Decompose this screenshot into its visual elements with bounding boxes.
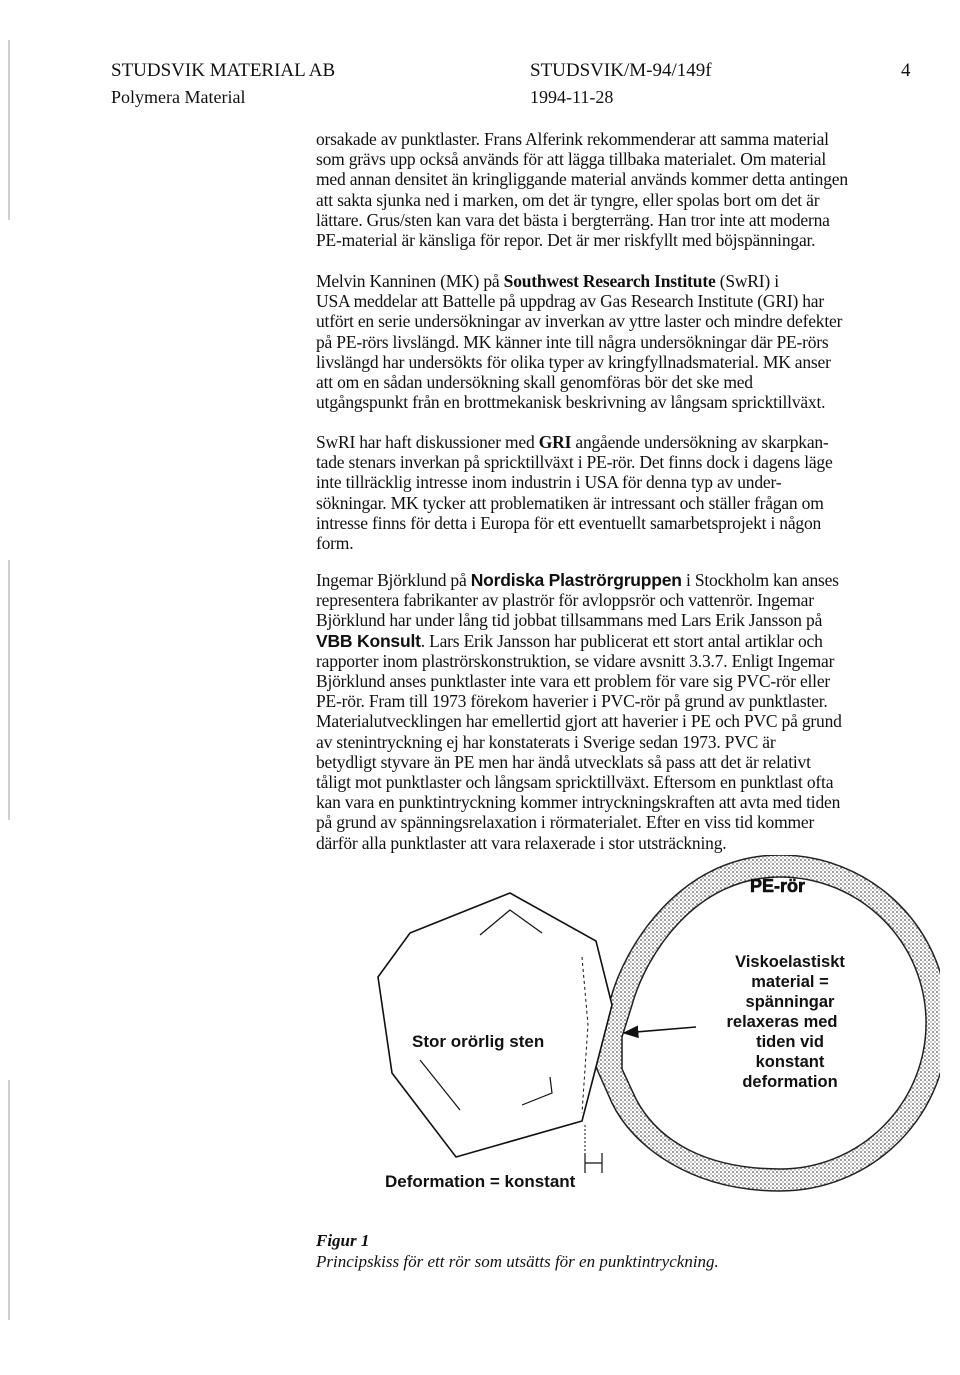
text-span: i Stockholm kan anses — [681, 570, 839, 590]
text-line: intresse finns för detta i Europa för ett eventuellt samarbetsprojekt i någon — [316, 512, 822, 533]
text-line: på grund av spänningsrelaxation i rörmaterialet. Efter en viss tid kommer — [316, 812, 815, 833]
text-line: därför alla punktlaster att vara relaxerade i stor utsträckning. — [316, 832, 727, 853]
text-line: som grävs upp också används för att lägga tillbaka materialet. Om material — [316, 149, 827, 170]
text-line — [316, 271, 916, 291]
figure-caption-text: Principskiss för ett rör som utsätts för en punktintryckning. — [316, 1252, 719, 1271]
text-line: Björklund har under lång tid jobbat tillsammans med Lars Erik Jansson på — [316, 610, 823, 631]
viscoelastic-label-line: Viskoelastiskt — [735, 953, 845, 971]
text-line: med annan densitet än kringliggande material används kommer detta antingen — [316, 169, 848, 190]
text-line: lättare. Grus/sten kan vara det bästa i bergterräng. Han tror inte att moderna — [316, 209, 830, 230]
stone-shape — [378, 893, 612, 1157]
text-line: inte tillräcklig intresse inom industrin i USA för denna typ av under- — [316, 472, 782, 493]
text-span: Ingemar Björklund på — [316, 570, 471, 590]
pipe-label: PE-rör — [750, 876, 806, 896]
text-span: angående undersökning av skarpkan- — [571, 432, 829, 452]
text-line: att sakta sjunka ned i marken, om det är tyngre, eller spolas bort om det är — [316, 189, 820, 210]
text-span: Melvin Kanninen (MK) på — [316, 271, 504, 291]
text-line: utfört en serie undersökningar av inverkan av yttre laster och mindre defekter — [316, 311, 843, 332]
figure-caption — [316, 1230, 719, 1272]
viscoelastic-label-line: tiden vid — [756, 1033, 824, 1051]
viscoelastic-label-line: material = — [751, 973, 829, 991]
text-line: på PE-rörs livslängd. MK känner inte till några undersökningar där PE-rörs — [316, 331, 829, 352]
org-name: VBB Konsult — [316, 630, 421, 651]
figure-pipe-indentation — [360, 855, 940, 1195]
text-span: . Lars Erik Jansson har publicerat ett stort antal artiklar och — [420, 630, 823, 651]
figure-caption-label: Figur 1 — [316, 1231, 370, 1250]
paragraph-1 — [316, 129, 916, 250]
scan-edge-mark — [8, 40, 10, 220]
header-doc-number: STUDSVIK/M-94/149f — [530, 60, 712, 81]
text-line: livslängd har undersökts för olika typer av kringfyllnadsmaterial. MK anser — [316, 351, 831, 372]
text-line: PE-material är känsliga för repor. Det är mer riskfyllt med böjspänningar. — [316, 230, 816, 251]
viscoelastic-label-line: deformation — [742, 1073, 838, 1091]
header-company: STUDSVIK MATERIAL AB — [111, 60, 336, 81]
viscoelastic-label-line: spänningar — [745, 993, 835, 1011]
text-line: tåligt mot punktlaster och långsam spricktillväxt. Eftersom en punktlast ofta — [316, 772, 834, 793]
text-line: rapporter inom plaströrskonstruktion, se vidare avsnitt 3.3.7. Enligt Ingemar — [316, 650, 835, 671]
org-name: Nordiska Plaströrgruppen — [470, 570, 682, 590]
relaxation-arrow — [624, 1027, 696, 1033]
header-date: 1994-11-28 — [530, 87, 614, 107]
header-page-number: 4 — [901, 60, 911, 81]
text-line: utgångspunkt från en brottmekanisk beskrivning av långsam spricktillväxt. — [316, 392, 826, 413]
scan-edge-mark — [8, 1080, 10, 1320]
viscoelastic-label-line: relaxeras med — [726, 1013, 838, 1031]
text-line: USA meddelar att Battelle på uppdrag av Gas Research Institute (GRI) har — [316, 291, 825, 312]
text-line: kan vara en punktintryckning kommer intryckningskraften att avta med tiden — [316, 792, 841, 813]
text-line: form. — [316, 533, 354, 554]
text-line: betydligt styvare än PE men har ändå utvecklats så pass att det är relativt — [316, 751, 811, 772]
text-line — [316, 631, 916, 651]
text-line: att om en sådan undersökning skall genomföras bör det ske med — [316, 372, 753, 393]
text-line: PE-rör. Fram till 1973 förekom haverier i PVC-rör på grund av punktlaster. — [316, 691, 828, 712]
paragraph-4 — [316, 570, 916, 853]
text-span: (SwRI) i — [715, 271, 779, 291]
text-line — [316, 432, 916, 452]
figure-diagram — [360, 855, 940, 1195]
paragraph-3 — [316, 432, 916, 553]
text-line — [316, 570, 916, 590]
scan-edge-mark — [8, 560, 10, 820]
deformation-label: Deformation = konstant — [385, 1172, 576, 1191]
text-line: orsakade av punktlaster. Frans Alferink rekommenderar att samma material — [316, 129, 829, 149]
paragraph-2 — [316, 271, 916, 412]
text-line: sökningar. MK tycker att problematiken är intressant och ställer frågan om — [316, 492, 824, 513]
org-name: GRI — [538, 432, 572, 452]
text-line: Björklund anses punktlaster inte vara ett problem för vare sig PVC-rör eller — [316, 671, 831, 692]
org-name: Southwest Research Institute — [503, 271, 716, 291]
text-line: representera fabrikanter av plaströr för avloppsrör och vattenrör. Ingemar — [316, 590, 814, 611]
text-line: Materialutvecklingen har emellertid gjort att haverier i PE och PVC på grund — [316, 711, 842, 732]
header-department: Polymera Material — [111, 87, 246, 107]
stone-label: Stor orörlig sten — [412, 1032, 545, 1051]
text-line: tade stenars inverkan på spricktillväxt i PE-rör. Det finns dock i dagens läge — [316, 452, 833, 473]
text-line: av stenintryckning ej har konstaterats i Sverige sedan 1973. PVC är — [316, 731, 776, 752]
viscoelastic-label-line: konstant — [755, 1053, 825, 1071]
text-span: SwRI har haft diskussioner med — [316, 432, 539, 452]
